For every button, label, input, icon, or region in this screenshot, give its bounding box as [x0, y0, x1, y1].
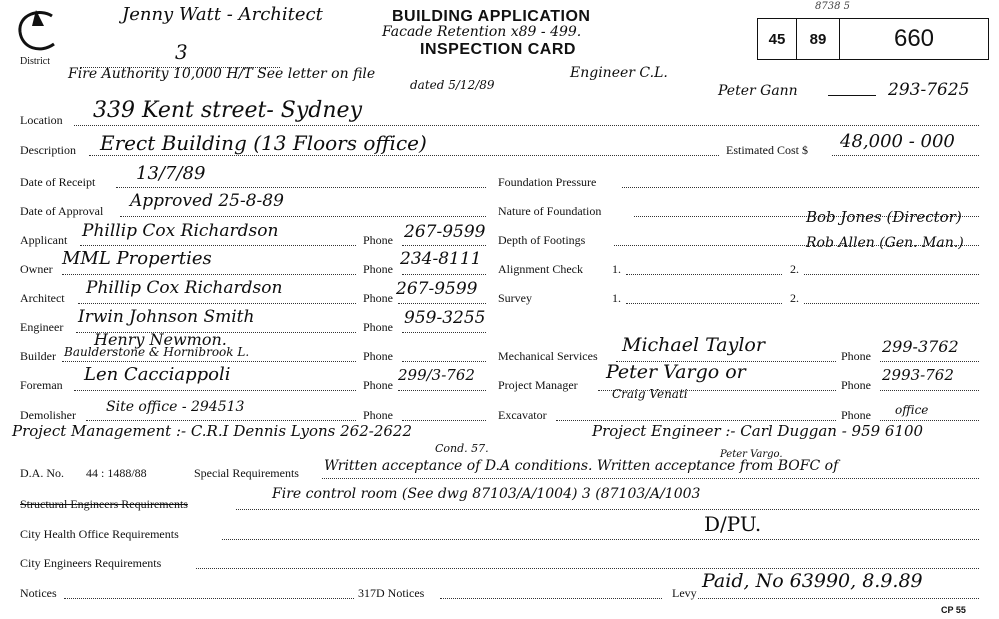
date-approval-label: Date of Approval — [20, 204, 104, 218]
alignment-2-dots — [804, 274, 979, 275]
applicant-phone-label: Phone — [363, 233, 393, 247]
project-management-line: Project Management :- C.R.I Dennis Lyons 262-2622 — [12, 422, 413, 440]
architect-dots — [78, 303, 356, 304]
notices-label: Notices — [20, 586, 57, 600]
builder-value-top: Henry Newmon. — [94, 330, 227, 349]
city-health-label: City Health Office Requirements — [20, 527, 179, 541]
city-engineers-dots — [196, 568, 979, 569]
card-number: 660 — [893, 25, 935, 52]
applicant-dots — [80, 245, 356, 246]
estimated-cost-dots — [832, 155, 979, 156]
project-manager-sub: Craig Venati — [612, 387, 688, 401]
alignment-2: 2. — [790, 262, 799, 276]
foundation-pressure-dots — [622, 187, 979, 188]
owner-phone-dots — [402, 274, 486, 275]
foreman-phone-dots — [398, 390, 486, 391]
excavator-dots — [556, 420, 836, 421]
mechanical-value: Michael Taylor — [622, 334, 765, 356]
applicant-label: Applicant — [20, 233, 68, 247]
da-value: 44 : 1488/88 — [86, 466, 147, 480]
city-health-dots — [222, 539, 979, 540]
form-code: CP 55 — [941, 605, 966, 615]
description-label: Description — [20, 143, 76, 157]
architect-label: Architect — [20, 291, 65, 305]
survey-1-dots — [626, 303, 782, 304]
date-receipt-value: 13/7/89 — [136, 163, 206, 184]
foreman-value: Len Cacciappoli — [84, 364, 231, 385]
date-receipt-dots — [116, 187, 486, 188]
corner-stamp-icon — [10, 4, 80, 59]
demolisher-label: Demolisher — [20, 408, 76, 422]
reference-line: Fire Authority 10,000 H/T See letter on file — [68, 66, 376, 82]
engineer-note: Engineer C.L. — [570, 65, 668, 81]
demolisher-dots — [86, 420, 356, 421]
levy-value: Paid, No 63990, 8.9.89 — [702, 570, 923, 592]
architect-note: Jenny Watt - Architect — [122, 4, 323, 25]
description-dots — [89, 155, 719, 156]
notices-dots — [64, 598, 354, 599]
builder-dots — [62, 361, 356, 362]
depth-footings-label: Depth of Footings — [498, 233, 586, 247]
owner-value: MML Properties — [62, 248, 212, 269]
builder-phone-dots — [402, 361, 486, 362]
special-req-dots — [322, 478, 979, 479]
mechanical-phone: 299-3762 — [882, 337, 959, 356]
foreman-phone: 299/3-762 — [398, 366, 475, 384]
location-dots — [74, 125, 979, 126]
estimated-cost-label: Estimated Cost $ — [726, 143, 808, 157]
special-req-label: Special Requirements — [194, 466, 299, 480]
peter-phone: 293-7625 — [888, 80, 970, 100]
estimated-cost-value: 48,000 - 000 — [840, 131, 955, 152]
district-label: District — [20, 56, 50, 67]
facade-note: Facade Retention x89 - 499. — [382, 24, 582, 40]
foreman-label: Foreman — [20, 378, 63, 392]
date-approval-dots — [120, 216, 486, 217]
da-label: D.A. No. — [20, 466, 64, 480]
description-value: Erect Building (13 Floors office) — [100, 131, 427, 155]
architect-phone: 267-9599 — [396, 279, 478, 299]
card-number-box — [757, 18, 989, 60]
demolisher-phone-dots — [402, 420, 486, 421]
location-label: Location — [20, 113, 63, 127]
survey-2-dots — [804, 303, 979, 304]
engineer-phone-dots — [402, 332, 486, 333]
levy-dots — [698, 598, 979, 599]
top-corner-note: 8738 5 — [815, 1, 850, 12]
director-note: Bob Jones (Director) — [806, 208, 962, 226]
excavator-phone-value: office — [895, 403, 929, 417]
architect-phone-dots — [398, 303, 486, 304]
architect-phone-label: Phone — [363, 291, 393, 305]
peter-note: Peter Gann — [718, 83, 798, 99]
survey-2: 2. — [790, 291, 799, 305]
project-manager-phone-dots — [880, 390, 979, 391]
card-title: BUILDING APPLICATION — [392, 8, 591, 25]
owner-dots — [62, 274, 356, 275]
alignment-1-dots — [626, 274, 782, 275]
builder-label: Builder — [20, 349, 56, 363]
condition-note: Cond. 57. — [435, 442, 489, 455]
levy-label: Levy — [672, 586, 697, 600]
engineer-label: Engineer — [20, 320, 64, 334]
mechanical-phone-dots — [880, 361, 979, 362]
foreman-phone-label: Phone — [363, 378, 393, 392]
notices-317d-label: 317D Notices — [358, 586, 425, 600]
special-req-value: Written acceptance of D.A conditions. Written acceptance from BOFC of — [324, 458, 839, 474]
peter-dash — [828, 95, 876, 96]
excavator-phone-dots — [880, 420, 979, 421]
owner-phone: 234-8111 — [400, 249, 482, 269]
builder-phone-label: Phone — [363, 349, 393, 363]
city-engineers-label: City Engineers Requirements — [20, 556, 162, 570]
foundation-pressure-label: Foundation Pressure — [498, 175, 597, 189]
project-engineer-line: Project Engineer :- Carl Duggan - 959 6100 — [592, 422, 924, 440]
manager-note: Rob Allen (Gen. Man.) — [806, 235, 964, 251]
date-receipt-label: Date of Receipt — [20, 175, 96, 189]
project-manager-label: Project Manager — [498, 378, 578, 392]
card-subtitle: INSPECTION CARD — [420, 41, 576, 58]
card-number-box-mid: 89 — [797, 19, 840, 59]
notices-317d-dots — [440, 598, 662, 599]
applicant-value: Phillip Cox Richardson — [82, 221, 279, 241]
demolisher-phone-label: Phone — [363, 408, 393, 422]
alignment-label: Alignment Check — [498, 262, 583, 276]
owner-label: Owner — [20, 262, 53, 276]
engineer-phone-label: Phone — [363, 320, 393, 334]
mechanical-label: Mechanical Services — [498, 349, 598, 363]
mechanical-phone-label: Phone — [841, 349, 871, 363]
structural-label: Structural Engineers Requirements — [20, 497, 188, 511]
project-manager-phone-label: Phone — [841, 378, 871, 392]
excavator-label: Excavator — [498, 408, 547, 422]
project-manager-value: Peter Vargo or — [606, 361, 746, 383]
survey-label: Survey — [498, 291, 532, 305]
engineer-phone: 959-3255 — [404, 308, 486, 328]
card-number-box-left: 45 — [758, 19, 797, 59]
nature-foundation-label: Nature of Foundation — [498, 204, 602, 218]
city-health-value: D/PU. — [704, 512, 762, 536]
location-value: 339 Kent street- Sydney — [93, 98, 363, 123]
builder-value: Baulderstone & Hornibrook L. — [64, 345, 250, 359]
applicant-phone: 267-9599 — [404, 222, 486, 242]
date-approval-value: Approved 25-8-89 — [130, 191, 284, 211]
engineer-value: Irwin Johnson Smith — [78, 307, 255, 327]
district-value: 3 — [175, 40, 188, 64]
foreman-dots — [74, 390, 356, 391]
demolisher-value: Site office - 294513 — [106, 399, 245, 415]
structural-value: Fire control room (See dwg 87103/A/1004) 3 (87103/A/1003 — [272, 486, 701, 502]
vargo-note: Peter Vargo. — [720, 449, 783, 460]
structural-dots — [236, 509, 979, 510]
architect-value: Phillip Cox Richardson — [86, 278, 283, 298]
applicant-phone-dots — [402, 245, 486, 246]
excavator-phone-label: Phone — [841, 408, 871, 422]
alignment-1: 1. — [612, 262, 621, 276]
owner-phone-label: Phone — [363, 262, 393, 276]
project-manager-phone: 2993-762 — [882, 366, 954, 384]
survey-1: 1. — [612, 291, 621, 305]
reference-date: dated 5/12/89 — [410, 78, 495, 92]
